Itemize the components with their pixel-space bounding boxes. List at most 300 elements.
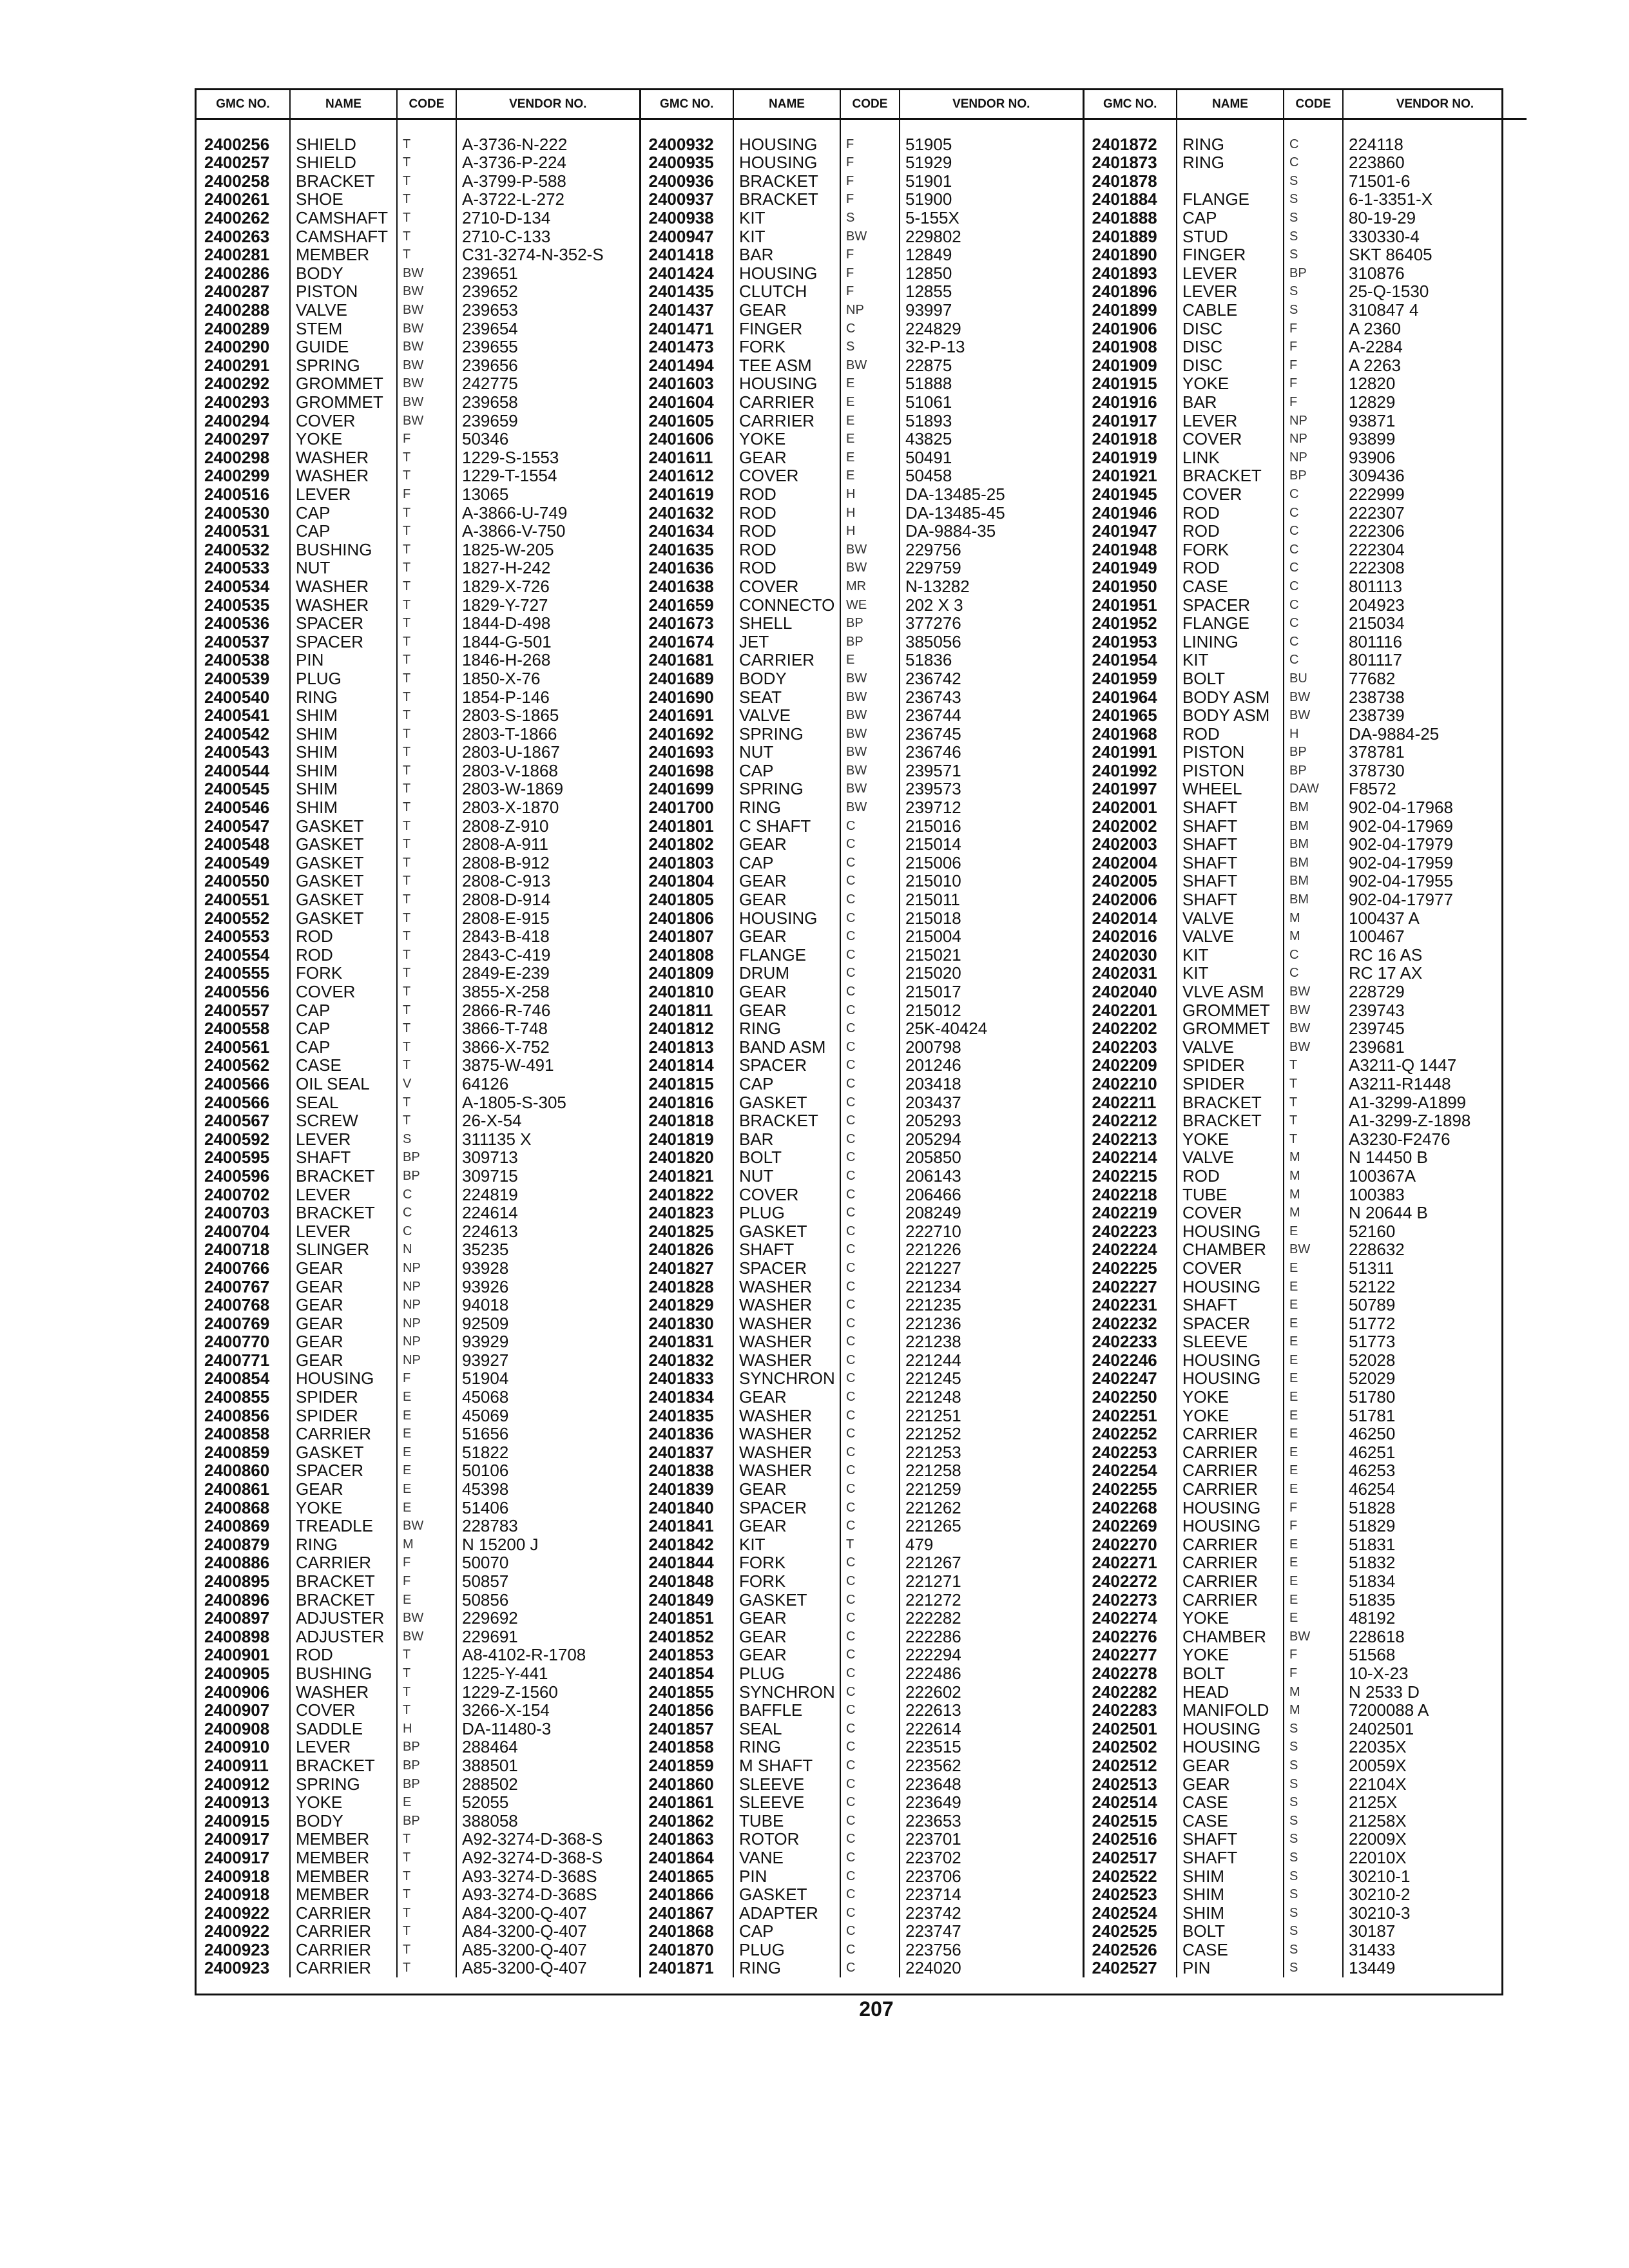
- cell-code: C: [840, 1572, 900, 1591]
- cell-gmc-no: 2400910: [197, 1738, 290, 1756]
- cell-name: ADAPTER: [733, 1903, 840, 1922]
- cell-name: ROD: [1177, 522, 1284, 541]
- cell-gmc-no: 2400923: [197, 1941, 290, 1959]
- cell-vendor-no: 221244: [900, 1351, 1083, 1370]
- cell-name: BAR: [733, 1129, 840, 1148]
- cell-vendor-no: 51836: [900, 651, 1083, 669]
- cell-gmc-no: 2401811: [640, 1001, 733, 1019]
- table-row: [197, 1148, 1527, 1167]
- cell-code: E: [840, 466, 900, 485]
- cell-gmc-no: 2402219: [1083, 1204, 1177, 1222]
- cell-gmc-no: 2400868: [197, 1498, 290, 1517]
- cell-gmc-no: 2401855: [640, 1682, 733, 1701]
- cell-vendor-no: 93926: [456, 1277, 640, 1296]
- cell-name: GEAR: [733, 927, 840, 946]
- cell-name: FORK: [733, 1572, 840, 1591]
- cell-name: SADDLE: [290, 1719, 397, 1738]
- cell-code: T: [397, 559, 456, 577]
- cell-vendor-no: DA-11480-3: [456, 1719, 640, 1738]
- cell-gmc-no: 2401659: [640, 595, 733, 614]
- cell-gmc-no: 2400911: [197, 1756, 290, 1775]
- cell-gmc-no: 2401952: [1083, 614, 1177, 633]
- cell-gmc-no: 2402218: [1083, 1185, 1177, 1204]
- cell-code: T: [397, 540, 456, 559]
- cell-name: GASKET: [733, 1093, 840, 1111]
- cell-name: BODY ASM: [1177, 706, 1284, 725]
- cell-gmc-no: 2401853: [640, 1646, 733, 1664]
- cell-vendor-no: 223653: [900, 1811, 1083, 1830]
- cell-name: COVER: [1177, 485, 1284, 504]
- table-row: [197, 1296, 1527, 1314]
- cell-gmc-no: 2401906: [1083, 319, 1177, 338]
- cell-name: MEMBER: [290, 1830, 397, 1849]
- cell-vendor-no: 2803-S-1865: [456, 706, 640, 725]
- table-row: [197, 1922, 1527, 1941]
- cell-name: BAND ASM: [733, 1038, 840, 1057]
- cell-name: CAMSHAFT: [290, 209, 397, 227]
- cell-gmc-no: 2400860: [197, 1461, 290, 1480]
- cell-code: NP: [397, 1259, 456, 1278]
- cell-code: BM: [1284, 798, 1343, 817]
- cell-code: T: [397, 614, 456, 633]
- cell-code: C: [840, 1664, 900, 1683]
- cell-vendor-no: 221251: [900, 1406, 1083, 1425]
- cell-vendor-no: 224020: [900, 1959, 1083, 1977]
- cell-code: T: [397, 172, 456, 191]
- table-row: [197, 503, 1527, 522]
- cell-name: CARRIER: [1177, 1443, 1284, 1462]
- cell-code: T: [397, 1867, 456, 1885]
- cell-code: T: [397, 651, 456, 669]
- cell-code: T: [397, 687, 456, 706]
- cell-name: DISC: [1177, 319, 1284, 338]
- cell-code: C: [840, 908, 900, 927]
- cell-vendor-no: 221265: [900, 1517, 1083, 1535]
- cell-gmc-no: 2400290: [197, 338, 290, 356]
- cell-code: T: [397, 595, 456, 614]
- cell-code: BW: [840, 559, 900, 577]
- cell-gmc-no: 2400769: [197, 1314, 290, 1332]
- cell-code: BW: [397, 411, 456, 430]
- cell-gmc-no: 2402210: [1083, 1075, 1177, 1093]
- cell-name: MEMBER: [290, 1849, 397, 1867]
- cell-vendor-no: A-3736-P-224: [456, 153, 640, 172]
- cell-vendor-no: 2808-Z-910: [456, 816, 640, 835]
- cell-vendor-no: 50857: [456, 1572, 640, 1591]
- cell-name: COVER: [733, 1185, 840, 1204]
- cell-vendor-no: 2808-C-913: [456, 872, 640, 890]
- cell-gmc-no: 2401604: [640, 393, 733, 412]
- cell-vendor-no: 239651: [456, 264, 640, 283]
- cell-name: WASHER: [290, 466, 397, 485]
- table-row: [197, 1572, 1527, 1591]
- cell-vendor-no: 51834: [1349, 1571, 1396, 1591]
- cell-name: KIT: [733, 227, 840, 245]
- cell-name: RING: [733, 1019, 840, 1038]
- cell-gmc-no: 2400567: [197, 1111, 290, 1130]
- cell-code: T: [1284, 1075, 1343, 1093]
- cell-gmc-no: 2402231: [1083, 1296, 1177, 1314]
- cell-name: GASKET: [290, 908, 397, 927]
- cell-name: CASE: [290, 1056, 397, 1075]
- cell-gmc-no: 2400263: [197, 227, 290, 245]
- cell-gmc-no: 2401964: [1083, 687, 1177, 706]
- cell-gmc-no: 2402003: [1083, 835, 1177, 854]
- cell-vendor-no: 330330-4: [1349, 227, 1420, 245]
- cell-gmc-no: 2401603: [640, 374, 733, 393]
- cell-name: CAP: [290, 522, 397, 541]
- cell-vendor-no: 51656: [456, 1425, 640, 1443]
- cell-name: CASE: [1177, 1811, 1284, 1830]
- cell-vendor-no: A92-3274-D-368-S: [456, 1849, 640, 1867]
- cell-vendor-no: 221253: [900, 1443, 1083, 1462]
- cell-name: CAP: [290, 1019, 397, 1038]
- cell-name: BRACKET: [290, 1204, 397, 1222]
- table-row: [197, 1590, 1527, 1609]
- cell-gmc-no: 2400536: [197, 614, 290, 633]
- cell-name: M SHAFT: [733, 1756, 840, 1775]
- cell-code: E: [1284, 1443, 1343, 1462]
- cell-vendor-no: 215011: [900, 890, 1083, 909]
- cell-vendor-no: 50458: [900, 466, 1083, 485]
- cell-gmc-no: 2401841: [640, 1517, 733, 1535]
- cell-code: T: [397, 835, 456, 854]
- cell-vendor-no: 221262: [900, 1498, 1083, 1517]
- cell-name: SHAFT: [1177, 798, 1284, 817]
- cell-name: KIT: [1177, 651, 1284, 669]
- cell-code: E: [397, 1480, 456, 1499]
- cell-vendor-no: 51780: [1349, 1387, 1396, 1407]
- cell-name: COVER: [1177, 1259, 1284, 1278]
- table-row: [197, 1719, 1527, 1738]
- cell-code: M: [1284, 1185, 1343, 1204]
- cell-name: KIT: [733, 209, 840, 227]
- cell-name: BODY: [290, 264, 397, 283]
- cell-gmc-no: 2401635: [640, 540, 733, 559]
- cell-gmc-no: 2401867: [640, 1903, 733, 1922]
- cell-vendor-no: 30210-1: [1349, 1867, 1411, 1885]
- table-row: [197, 1830, 1527, 1849]
- cell-vendor-no: 51832: [1349, 1553, 1396, 1572]
- cell-gmc-no: 2401812: [640, 1019, 733, 1038]
- cell-vendor-no: A-3799-P-588: [456, 172, 640, 191]
- cell-gmc-no: 2400288: [197, 301, 290, 320]
- cell-name: WASHER: [733, 1332, 840, 1351]
- table-row: [197, 1461, 1527, 1480]
- cell-gmc-no: 2401844: [640, 1553, 733, 1572]
- cell-name: CAP: [733, 1075, 840, 1093]
- cell-vendor-no: 229802: [900, 227, 1083, 245]
- cell-vendor-no: 50070: [456, 1553, 640, 1572]
- cell-code: M: [1284, 1682, 1343, 1701]
- cell-code: M: [1284, 1167, 1343, 1186]
- table-row: [197, 522, 1527, 541]
- cell-code: F: [397, 485, 456, 504]
- cell-name: GEAR: [733, 1480, 840, 1499]
- cell-code: BW: [840, 780, 900, 798]
- cell-gmc-no: 2402004: [1083, 854, 1177, 872]
- cell-gmc-no: 2400905: [197, 1664, 290, 1683]
- cell-name: SHIM: [1177, 1867, 1284, 1885]
- cell-gmc-no: 2400906: [197, 1682, 290, 1701]
- cell-name: GEAR: [290, 1480, 397, 1499]
- cell-name: SHAFT: [1177, 1849, 1284, 1867]
- cell-vendor-no: 223714: [900, 1885, 1083, 1904]
- cell-vendor-no: 100383: [1349, 1185, 1405, 1204]
- cell-name: GASKET: [733, 1885, 840, 1904]
- cell-vendor-no: 388501: [456, 1756, 640, 1775]
- cell-code: C: [1284, 540, 1343, 559]
- cell-vendor-no: A84-3200-Q-407: [456, 1903, 640, 1922]
- cell-gmc-no: 2401861: [640, 1793, 733, 1812]
- cell-vendor-no: A84-3200-Q-407: [456, 1922, 640, 1941]
- cell-vendor-no: 92509: [456, 1314, 640, 1332]
- cell-name: CAP: [733, 762, 840, 780]
- cell-vendor-no: 221259: [900, 1480, 1083, 1499]
- cell-vendor-no: 902-04-17968: [1349, 798, 1453, 817]
- cell-name: MANIFOLD: [1177, 1701, 1284, 1720]
- cell-name: BRACKET: [733, 1111, 840, 1130]
- cell-vendor-no: 215006: [900, 854, 1083, 872]
- cell-code: NP: [1284, 430, 1343, 448]
- cell-name: CHAMBER: [1177, 1628, 1284, 1646]
- cell-name: SHIELD: [290, 119, 397, 154]
- cell-vendor-no: A3211-Q 1447: [1349, 1056, 1457, 1075]
- table-row: [197, 1664, 1527, 1683]
- cell-name: ROD: [733, 540, 840, 559]
- cell-code: T: [397, 964, 456, 983]
- cell-name: C SHAFT: [733, 816, 840, 835]
- cell-gmc-no: 2401959: [1083, 669, 1177, 688]
- cell-name: TEE ASM: [733, 356, 840, 375]
- cell-code: C: [840, 872, 900, 890]
- table-row: [197, 1903, 1527, 1922]
- cell-vendor-no: 100367A: [1349, 1166, 1416, 1186]
- cell-gmc-no: 2402223: [1083, 1222, 1177, 1240]
- cell-vendor-no: 51835: [1349, 1590, 1396, 1609]
- cell-code: C: [840, 1296, 900, 1314]
- cell-code: C: [840, 1590, 900, 1609]
- cell-vendor-no: RC 16 AS: [1349, 945, 1423, 965]
- cell-name: CARRIER: [290, 1425, 397, 1443]
- cell-gmc-no: 2401848: [640, 1572, 733, 1591]
- cell-name: PIN: [290, 651, 397, 669]
- table-row: [197, 743, 1527, 762]
- cell-gmc-no: 2401950: [1083, 577, 1177, 596]
- cell-code: C: [840, 1056, 900, 1075]
- cell-code: BP: [397, 1167, 456, 1186]
- cell-name: HOUSING: [1177, 1222, 1284, 1240]
- cell-name: ROD: [733, 485, 840, 504]
- cell-gmc-no: 2400257: [197, 153, 290, 172]
- cell-name: CARRIER: [1177, 1590, 1284, 1609]
- cell-code: F: [840, 153, 900, 172]
- table-row: [197, 1793, 1527, 1812]
- cell-gmc-no: 2400551: [197, 890, 290, 909]
- cell-gmc-no: 2400917: [197, 1830, 290, 1849]
- cell-name: SHIM: [290, 743, 397, 762]
- cell-name: CAMSHAFT: [290, 227, 397, 245]
- cell-gmc-no: 2400556: [197, 983, 290, 1001]
- cell-name: WASHER: [733, 1406, 840, 1425]
- cell-name: CARRIER: [1177, 1461, 1284, 1480]
- table-row: [197, 301, 1527, 320]
- cell-gmc-no: 2402274: [1083, 1609, 1177, 1628]
- cell-name: CABLE: [1177, 301, 1284, 320]
- cell-vendor-no: A3211-R1448: [1349, 1074, 1451, 1093]
- cell-code: T: [840, 1535, 900, 1554]
- cell-gmc-no: 2401681: [640, 651, 733, 669]
- cell-code: BW: [397, 301, 456, 320]
- cell-gmc-no: 2401810: [640, 983, 733, 1001]
- cell-code: C: [840, 1941, 900, 1959]
- cell-vendor-no: N-13282: [900, 577, 1083, 596]
- cell-code: E: [1284, 1590, 1343, 1609]
- cell-gmc-no: 2401606: [640, 430, 733, 448]
- cell-gmc-no: 2400937: [640, 190, 733, 209]
- cell-code: T: [397, 890, 456, 909]
- cell-code: S: [1284, 1756, 1343, 1775]
- table-row: [197, 1093, 1527, 1111]
- cell-code: M: [397, 1535, 456, 1554]
- cell-gmc-no: 2402514: [1083, 1793, 1177, 1812]
- table-row: [197, 1885, 1527, 1904]
- header-name: NAME: [290, 90, 397, 119]
- cell-vendor-no: 902-04-17955: [1349, 872, 1453, 890]
- cell-code: C: [840, 1646, 900, 1664]
- cell-gmc-no: 2401827: [640, 1259, 733, 1278]
- cell-gmc-no: 2402517: [1083, 1849, 1177, 1867]
- cell-code: S: [1284, 190, 1343, 209]
- cell-name: BUSHING: [290, 1664, 397, 1683]
- cell-vendor-no: 223701: [900, 1830, 1083, 1849]
- cell-code: BW: [840, 798, 900, 817]
- cell-name: SPRING: [733, 724, 840, 743]
- cell-code: T: [397, 522, 456, 541]
- cell-code: T: [1284, 1111, 1343, 1130]
- cell-code: C: [840, 1222, 900, 1240]
- table-row: [197, 153, 1527, 172]
- cell-gmc-no: 2401948: [1083, 540, 1177, 559]
- cell-code: S: [1284, 1959, 1343, 1977]
- cell-gmc-no: 2401605: [640, 411, 733, 430]
- cell-code: T: [397, 245, 456, 264]
- cell-gmc-no: 2402277: [1083, 1646, 1177, 1664]
- cell-gmc-no: 2402030: [1083, 946, 1177, 965]
- cell-name: SHIM: [1177, 1885, 1284, 1904]
- cell-code: T: [397, 1922, 456, 1941]
- cell-vendor-no: 2843-B-418: [456, 927, 640, 946]
- cell-name: BRACKET: [290, 1572, 397, 1591]
- cell-gmc-no: 2400531: [197, 522, 290, 541]
- cell-vendor-no: 222710: [900, 1222, 1083, 1240]
- table-row: [197, 1111, 1527, 1130]
- cell-gmc-no: 2401807: [640, 927, 733, 946]
- cell-code: BP: [397, 1774, 456, 1793]
- cell-gmc-no: 2400557: [197, 1001, 290, 1019]
- cell-name: WASHER: [290, 595, 397, 614]
- cell-code: F: [840, 119, 900, 154]
- cell-name: SEAT: [733, 687, 840, 706]
- cell-vendor-no: 205850: [900, 1148, 1083, 1167]
- cell-gmc-no: 2400918: [197, 1867, 290, 1885]
- cell-name: YOKE: [733, 430, 840, 448]
- cell-vendor-no: 221227: [900, 1259, 1083, 1278]
- cell-gmc-no: 2401826: [640, 1240, 733, 1259]
- cell-gmc-no: 2401871: [640, 1959, 733, 1977]
- cell-gmc-no: 2400542: [197, 724, 290, 743]
- cell-code: S: [1284, 1867, 1343, 1885]
- cell-gmc-no: 2400561: [197, 1038, 290, 1057]
- cell-code: C: [840, 1388, 900, 1407]
- cell-vendor-no: 10-X-23: [1349, 1664, 1409, 1683]
- cell-gmc-no: 2401692: [640, 724, 733, 743]
- cell-name: ROD: [290, 927, 397, 946]
- cell-code: C: [840, 927, 900, 946]
- cell-vendor-no: 239712: [900, 798, 1083, 817]
- cell-code: C: [840, 1517, 900, 1535]
- cell-vendor-no: 51900: [900, 190, 1083, 209]
- cell-vendor-no: 221267: [900, 1553, 1083, 1572]
- cell-code: C: [1284, 153, 1343, 172]
- cell-name: KIT: [1177, 964, 1284, 983]
- cell-vendor-no: 236746: [900, 743, 1083, 762]
- cell-gmc-no: 2402271: [1083, 1553, 1177, 1572]
- table-row: [197, 780, 1527, 798]
- cell-gmc-no: 2401949: [1083, 559, 1177, 577]
- cell-vendor-no: 93929: [456, 1332, 640, 1351]
- cell-gmc-no: 2402213: [1083, 1129, 1177, 1148]
- cell-name: FLANGE: [733, 946, 840, 965]
- cell-vendor-no: 222304: [1349, 540, 1405, 559]
- cell-code: C: [840, 1682, 900, 1701]
- cell-name: NUT: [733, 743, 840, 762]
- table-row: [197, 338, 1527, 356]
- cell-code: C: [1284, 559, 1343, 577]
- cell-vendor-no: N 15200 J: [456, 1535, 640, 1554]
- parts-table: [197, 90, 1527, 1977]
- cell-vendor-no: A92-3274-D-368-S: [456, 1830, 640, 1849]
- cell-vendor-no: 51929: [900, 153, 1083, 172]
- cell-code: S: [1284, 1849, 1343, 1867]
- cell-code: C: [1284, 946, 1343, 965]
- table-row: [197, 1811, 1527, 1830]
- cell-code: T: [397, 816, 456, 835]
- cell-name: NUT: [290, 559, 397, 577]
- table-row: [197, 227, 1527, 245]
- cell-gmc-no: 2401813: [640, 1038, 733, 1057]
- cell-gmc-no: 2401830: [640, 1314, 733, 1332]
- cell-code: C: [840, 1259, 900, 1278]
- cell-vendor-no: 51829: [1349, 1516, 1396, 1535]
- cell-code: C: [1284, 964, 1343, 983]
- cell-vendor-no: A93-3274-D-368S: [456, 1867, 640, 1885]
- cell-vendor-no: 236745: [900, 724, 1083, 743]
- cell-name: TUBE: [733, 1811, 840, 1830]
- cell-gmc-no: 2402031: [1083, 964, 1177, 983]
- cell-name: FINGER: [733, 319, 840, 338]
- cell-code: F: [1284, 1664, 1343, 1683]
- cell-vendor-no: 221235: [900, 1296, 1083, 1314]
- cell-gmc-no: 2400299: [197, 466, 290, 485]
- table-row: [197, 854, 1527, 872]
- cell-name: ROD: [733, 522, 840, 541]
- cell-gmc-no: 2400289: [197, 319, 290, 338]
- cell-code: C: [840, 1406, 900, 1425]
- cell-name: ROD: [290, 1646, 397, 1664]
- cell-name: HOUSING: [1177, 1369, 1284, 1388]
- cell-code: T: [1284, 1093, 1343, 1111]
